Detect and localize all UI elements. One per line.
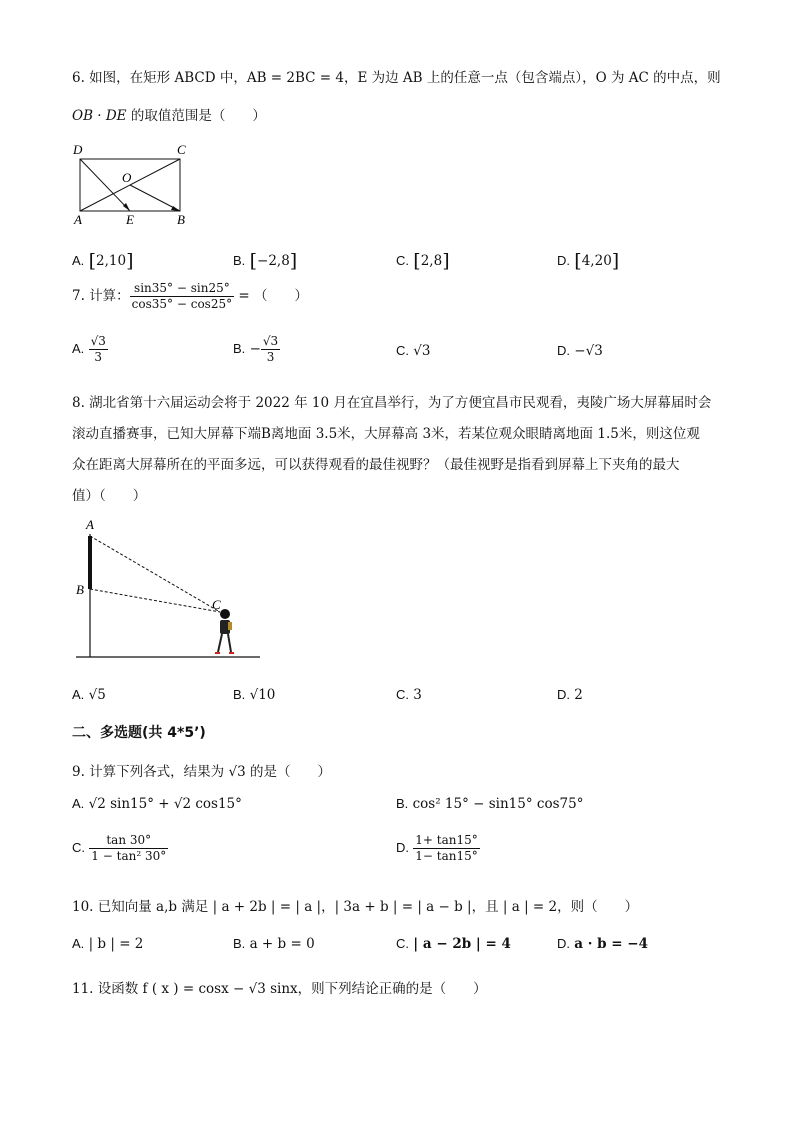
q8-option-b: B. √10 xyxy=(233,687,276,703)
q10-option-a: A. | b | = 2 xyxy=(72,936,144,952)
label-E: E xyxy=(126,212,134,227)
label-B: B xyxy=(177,212,185,227)
q8-option-a: A. √5 xyxy=(72,687,106,703)
q6-rectangle-figure xyxy=(70,140,200,232)
q6-stem-line1: 6. 如图，在矩形 ABCD 中，AB = 2BC = 4，E 为边 AB 上的任意一点（包含端点），O 为 AC 的中点，则 xyxy=(72,70,721,86)
q8-option-d: D. 2 xyxy=(557,687,583,703)
q6-option-c: C. [2,8] xyxy=(396,250,450,272)
label-C: C xyxy=(177,142,186,157)
q9-stem: 9. 计算下列各式，结果为 √3 的是（ ） xyxy=(72,764,331,780)
q7-option-a: A. $\frac{√3}{3}$ xyxy=(72,334,106,364)
section-title-multiple-choice: 二、多选题(共 4*5’) xyxy=(72,725,206,741)
q6-stem-line2 xyxy=(72,104,266,124)
q8-screen-figure xyxy=(70,514,270,664)
label-C: C xyxy=(212,597,221,612)
label-A: A xyxy=(86,517,94,532)
q8-stem-line2: 滚动直播赛事，已知大屏幕下端B离地面 3.5米，大屏幕高 3米，若某位观众眼睛离地面 1.5米，则这位观 xyxy=(72,426,700,442)
q10-option-b: B. a + b = 0 xyxy=(233,936,315,952)
q10-option-c: C. | a − 2b | = 4 xyxy=(396,936,511,952)
q6-option-d: D. [4,20] xyxy=(557,250,620,272)
q7-option-d: D. −√3 xyxy=(557,343,603,359)
q7-option-c: C. √3 xyxy=(396,343,431,359)
label-A: A xyxy=(74,212,82,227)
q9-option-b: B. cos² 15° − sin15° cos75° xyxy=(396,796,584,812)
q6-vector-expression: OB · DE xyxy=(72,108,127,124)
q9-option-a: A. √2 sin15° + √2 cos15° xyxy=(72,796,242,812)
q8-stem-line4: 值）（ ） xyxy=(72,488,147,504)
q7-option-b: B. − $\frac{√3}{3}$ xyxy=(233,334,279,364)
q8-option-c: C. 3 xyxy=(396,687,422,703)
q10-option-d: D. a · b = −4 xyxy=(557,936,648,952)
q6-option-a: A. [2,10] xyxy=(72,250,134,272)
q9-option-d: D. $\frac{1+ \tan 15^\circ}{1- \tan 15^\circ}$ xyxy=(396,833,478,863)
q9-option-c: C. $\frac{\tan 30^\circ}{\text{1 − tan² 30°}}$ xyxy=(72,833,167,863)
q7-fraction: $\frac{\sin 35^\circ - \sin 25^\circ}{\cos 35^\circ - \cos 25^\circ}$ xyxy=(131,281,233,311)
q6-option-b: B. [−2,8] xyxy=(233,250,298,272)
label-B: B xyxy=(76,582,84,597)
q6-stem-tail: 的取值范围是（ ） xyxy=(126,108,266,124)
q11-stem: 11. 设函数 f ( x ) = cosx − √3 sinx，则下列结论正确的是（ ） xyxy=(72,981,487,997)
label-D: D xyxy=(73,142,83,157)
segment-DE xyxy=(80,159,130,211)
q7-stem: 7. 计算： $\frac{\sin 35^\circ - \sin 25^\circ}{\cos 35^\circ - \cos 25^\circ}$ = （ ） xyxy=(72,281,309,311)
viewer-figure xyxy=(215,609,234,653)
label-O: O xyxy=(122,170,132,185)
q8-stem-line1: 8. 湖北省第十六届运动会将于 2022 年 10 月在宜昌举行，为了方便宜昌市民观看，夷陵广场大屏幕届时会 xyxy=(72,395,712,411)
q8-stem-line3: 众在距离大屏幕所在的平面多远，可以获得观看的最佳视野？（最佳视野是指看到屏幕上下夹角的最大 xyxy=(72,457,680,473)
q10-stem: 10. 已知向量 a,b 满足 | a + 2b | = | a |，| 3a + b | = | a − b |，且 | a | = 2，则（ ） xyxy=(72,899,639,915)
